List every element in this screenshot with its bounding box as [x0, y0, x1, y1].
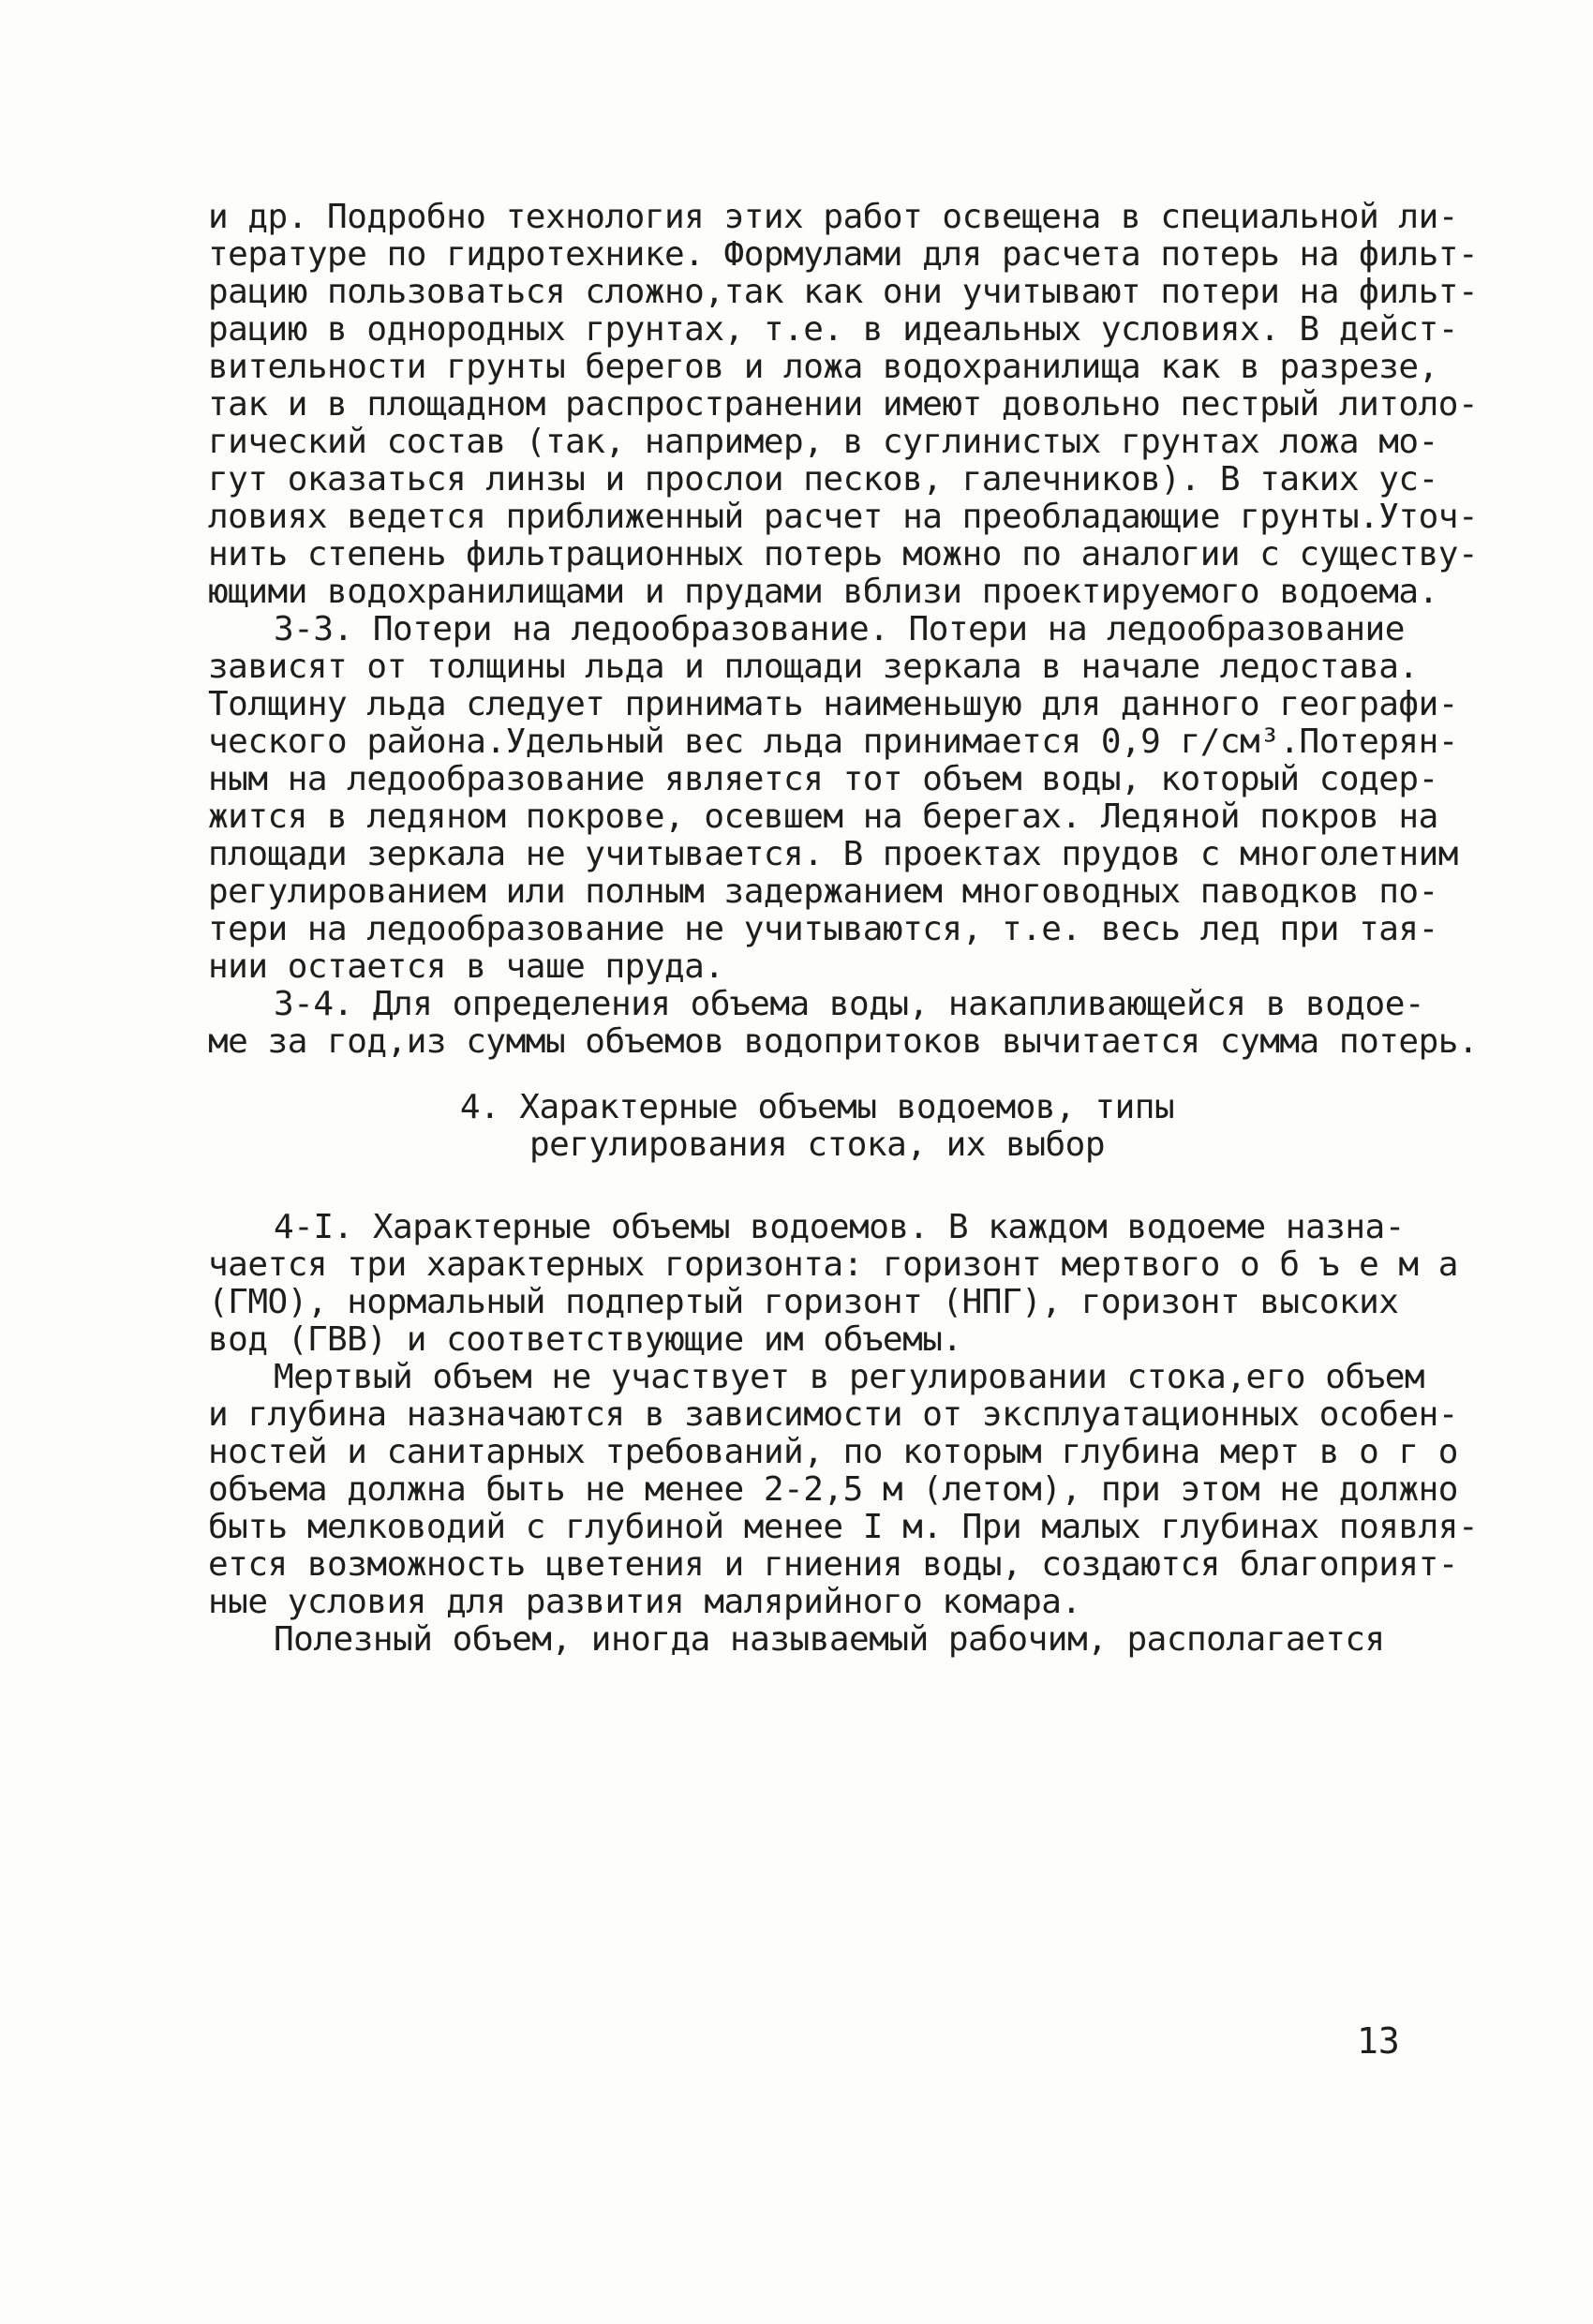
- text-line: нии остается в чаше пруда.: [208, 947, 724, 986]
- text-line: объема должна быть не менее 2-2,5 м (летом), при этом не должно: [208, 1470, 1458, 1509]
- text-line: (ГМО), нормальный подпертый горизонт (НПГ), горизонт высоких: [208, 1283, 1399, 1321]
- paragraph-characteristic-volumes: [208, 1208, 1479, 1659]
- heading-line: регулирования стока, их выбор: [529, 1125, 1106, 1164]
- text-line: ческого района.Удельный вес льда принимается 0,9 г/см³.Потерян-: [208, 723, 1458, 761]
- text-line: ющими водохранилищами и прудами вблизи проектируемого водоема.: [208, 573, 1438, 611]
- heading-line: 4. Характерные объемы водоемов, типы: [459, 1088, 1175, 1126]
- text-line: площади зеркала не учитывается. В проектах прудов с многолетним: [208, 835, 1458, 873]
- text-line: ные условия для развития малярийного комара.: [208, 1583, 1081, 1621]
- text-line: ностей и санитарных требований, по которым глубина мерт в о г о: [208, 1433, 1458, 1471]
- text-line: Мертвый объем не участвует в регулировании стока,его объем: [274, 1358, 1425, 1396]
- text-line: и глубина назначаются в зависимости от эксплуатационных особен-: [208, 1395, 1458, 1434]
- text-line: ным на ледообразование является тот объем воды, который содер-: [208, 760, 1438, 798]
- paragraph-ice-losses: [208, 610, 1479, 1061]
- text-line: рацию пользоваться сложно,так как они учитывают потери на фильт-: [208, 273, 1479, 311]
- text-line: гут оказаться линзы и прослои песков, галечников). В таких ус-: [208, 460, 1438, 499]
- text-line: жится в ледяном покрове, осевшем на берегах. Ледяной покров на: [208, 797, 1438, 836]
- text-line: и др. Подробно технология этих работ освещена в специальной ли-: [208, 198, 1458, 236]
- paragraph-filtration: [208, 198, 1479, 611]
- text-line: гический состав (так, например, в суглинистых грунтах ложа мо-: [208, 423, 1438, 461]
- text-line: быть мелководий с глубиной менее I м. При малых глубинах появля-: [208, 1508, 1479, 1546]
- text-line: Полезный объем, иногда называемый рабочим, располагается: [274, 1620, 1385, 1659]
- text-line: так и в площадном распространении имеют довольно пестрый литоло-: [208, 385, 1479, 424]
- text-line: ловиях ведется приближенный расчет на преобладающие грунты.Уточ-: [208, 498, 1479, 536]
- text-line: ется возможность цветения и гниения воды, создаются благоприят-: [208, 1545, 1458, 1584]
- text-line: зависят от толщины льда и площади зеркала в начале ледостава.: [208, 648, 1419, 686]
- text-line: вительности грунты берегов и ложа водохранилища как в разрезе,: [208, 348, 1438, 386]
- text-line: нить степень фильтрационных потерь можно по аналогии с существу-: [208, 535, 1479, 574]
- text-line: регулированием или полным задержанием многоводных паводков по-: [208, 872, 1438, 911]
- text-line: чается три характерных горизонта: горизонт мертвого о б ъ е м а: [208, 1245, 1458, 1284]
- text-line: вод (ГВВ) и соответствующие им объемы.: [208, 1320, 962, 1359]
- text-line: ме за год,из суммы объемов водопритоков вычитается сумма потерь.: [208, 1022, 1479, 1061]
- text-line: тературе по гидротехнике. Формулами для расчета потерь на фильт-: [208, 235, 1479, 274]
- text-line: 4-I. Характерные объемы водоемов. В каждом водоеме назна-: [274, 1208, 1405, 1246]
- section-heading: [208, 1089, 1426, 1164]
- page-number: 13: [1357, 2020, 1400, 2062]
- text-line: Толщину льда следует принимать наименьшую для данного географи-: [208, 685, 1458, 723]
- text-line: рацию в однородных грунтах, т.е. в идеальных условиях. В дейст-: [208, 310, 1458, 349]
- text-line: 3-3. Потери на ледообразование. Потери на ледообразование: [274, 610, 1405, 648]
- text-line: тери на ледообразование не учитываются, т.е. весь лед при тая-: [208, 910, 1438, 948]
- text-line: 3-4. Для определения объема воды, накапливающейся в водое-: [274, 985, 1425, 1023]
